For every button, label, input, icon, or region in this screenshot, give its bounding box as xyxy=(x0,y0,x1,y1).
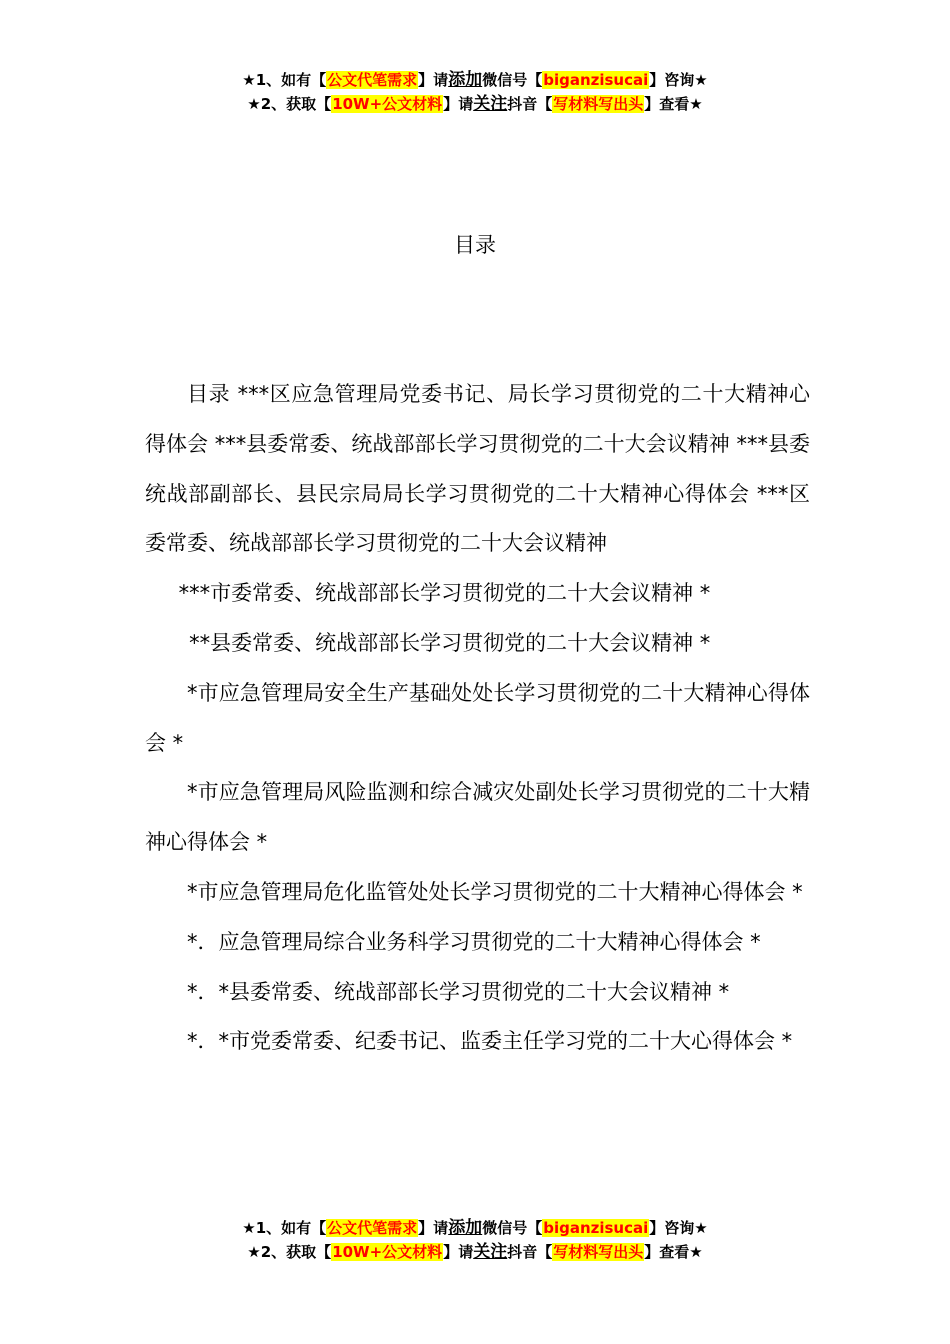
banner-text: 】咨询★ xyxy=(649,71,708,89)
banner-text: 】请 xyxy=(418,71,449,89)
banner-highlight: 公文代笔需求 xyxy=(327,1219,418,1237)
banner-line-1 xyxy=(0,1216,950,1240)
table-of-contents xyxy=(145,370,810,1067)
banner-text: 】咨询★ xyxy=(649,1219,708,1237)
banner-text: 】请 xyxy=(443,1243,474,1261)
banner-emphasis: 关注 xyxy=(473,94,508,114)
toc-paragraph: *市应急管理局危化监管处处长学习贯彻党的二十大精神心得体会 * xyxy=(187,879,803,904)
banner-emphasis: 添加 xyxy=(448,1218,483,1238)
banner-emphasis: 关注 xyxy=(473,1242,508,1262)
banner-text: ★2、获取【 xyxy=(247,1243,332,1261)
banner-text: 】请 xyxy=(443,95,474,113)
toc-paragraph: *．*市党委常委、纪委书记、监委主任学习党的二十大心得体会 * xyxy=(187,1029,793,1054)
banner-text: 抖音【 xyxy=(507,1243,553,1261)
banner-line-2 xyxy=(0,1240,950,1264)
footer-banner xyxy=(0,1216,950,1264)
banner-text: 微信号【 xyxy=(482,1219,543,1237)
banner-text: 抖音【 xyxy=(507,95,553,113)
banner-text: 微信号【 xyxy=(482,71,543,89)
toc-paragraph: *．应急管理局综合业务科学习贯彻党的二十大精神心得体会 * xyxy=(187,929,761,954)
banner-highlight: 写材料写出头 xyxy=(553,1243,644,1261)
header-banner xyxy=(0,68,950,116)
toc-paragraph: *市应急管理局风险监测和综合减灾处副处长学习贯彻党的二十大精神心得体会 * xyxy=(145,780,810,855)
banner-highlight: biganzisucai xyxy=(543,1219,649,1237)
toc-paragraph: ***市委常委、统战部部长学习贯彻党的二十大会议精神 * xyxy=(178,581,711,606)
banner-text: ★1、如有【 xyxy=(242,71,327,89)
toc-paragraph: *市应急管理局安全生产基础处处长学习贯彻党的二十大精神心得体会 * xyxy=(145,680,810,755)
banner-highlight: biganzisucai xyxy=(543,71,649,89)
document-title: 目录 xyxy=(454,233,496,257)
banner-emphasis: 添加 xyxy=(448,70,483,90)
banner-highlight: 写材料写出头 xyxy=(553,95,644,113)
banner-line-2 xyxy=(0,92,950,116)
toc-paragraph: **县委常委、统战部部长学习贯彻党的二十大会议精神 * xyxy=(189,630,711,655)
toc-paragraph: *．*县委常委、统战部部长学习贯彻党的二十大会议精神 * xyxy=(187,979,730,1004)
banner-highlight: 10W+公文材料 xyxy=(332,95,443,113)
banner-text: ★1、如有【 xyxy=(242,1219,327,1237)
banner-text: 】查看★ xyxy=(644,95,703,113)
banner-text: 】请 xyxy=(418,1219,449,1237)
banner-text: 】查看★ xyxy=(644,1243,703,1261)
banner-highlight: 公文代笔需求 xyxy=(327,71,418,89)
banner-line-1 xyxy=(0,68,950,92)
banner-text: ★2、获取【 xyxy=(247,95,332,113)
toc-paragraph: 目录 ***区应急管理局党委书记、局长学习贯彻党的二十大精神心得体会 ***县委常委、统战部部长学习贯彻党的二十大会议精神 ***县委统战部副部长、县民宗局局长学习贯彻党的二十大精神心得体会 ***区委常委、统战部部长学习贯彻党的二十大会议精神 xyxy=(145,382,810,556)
banner-highlight: 10W+公文材料 xyxy=(332,1243,443,1261)
